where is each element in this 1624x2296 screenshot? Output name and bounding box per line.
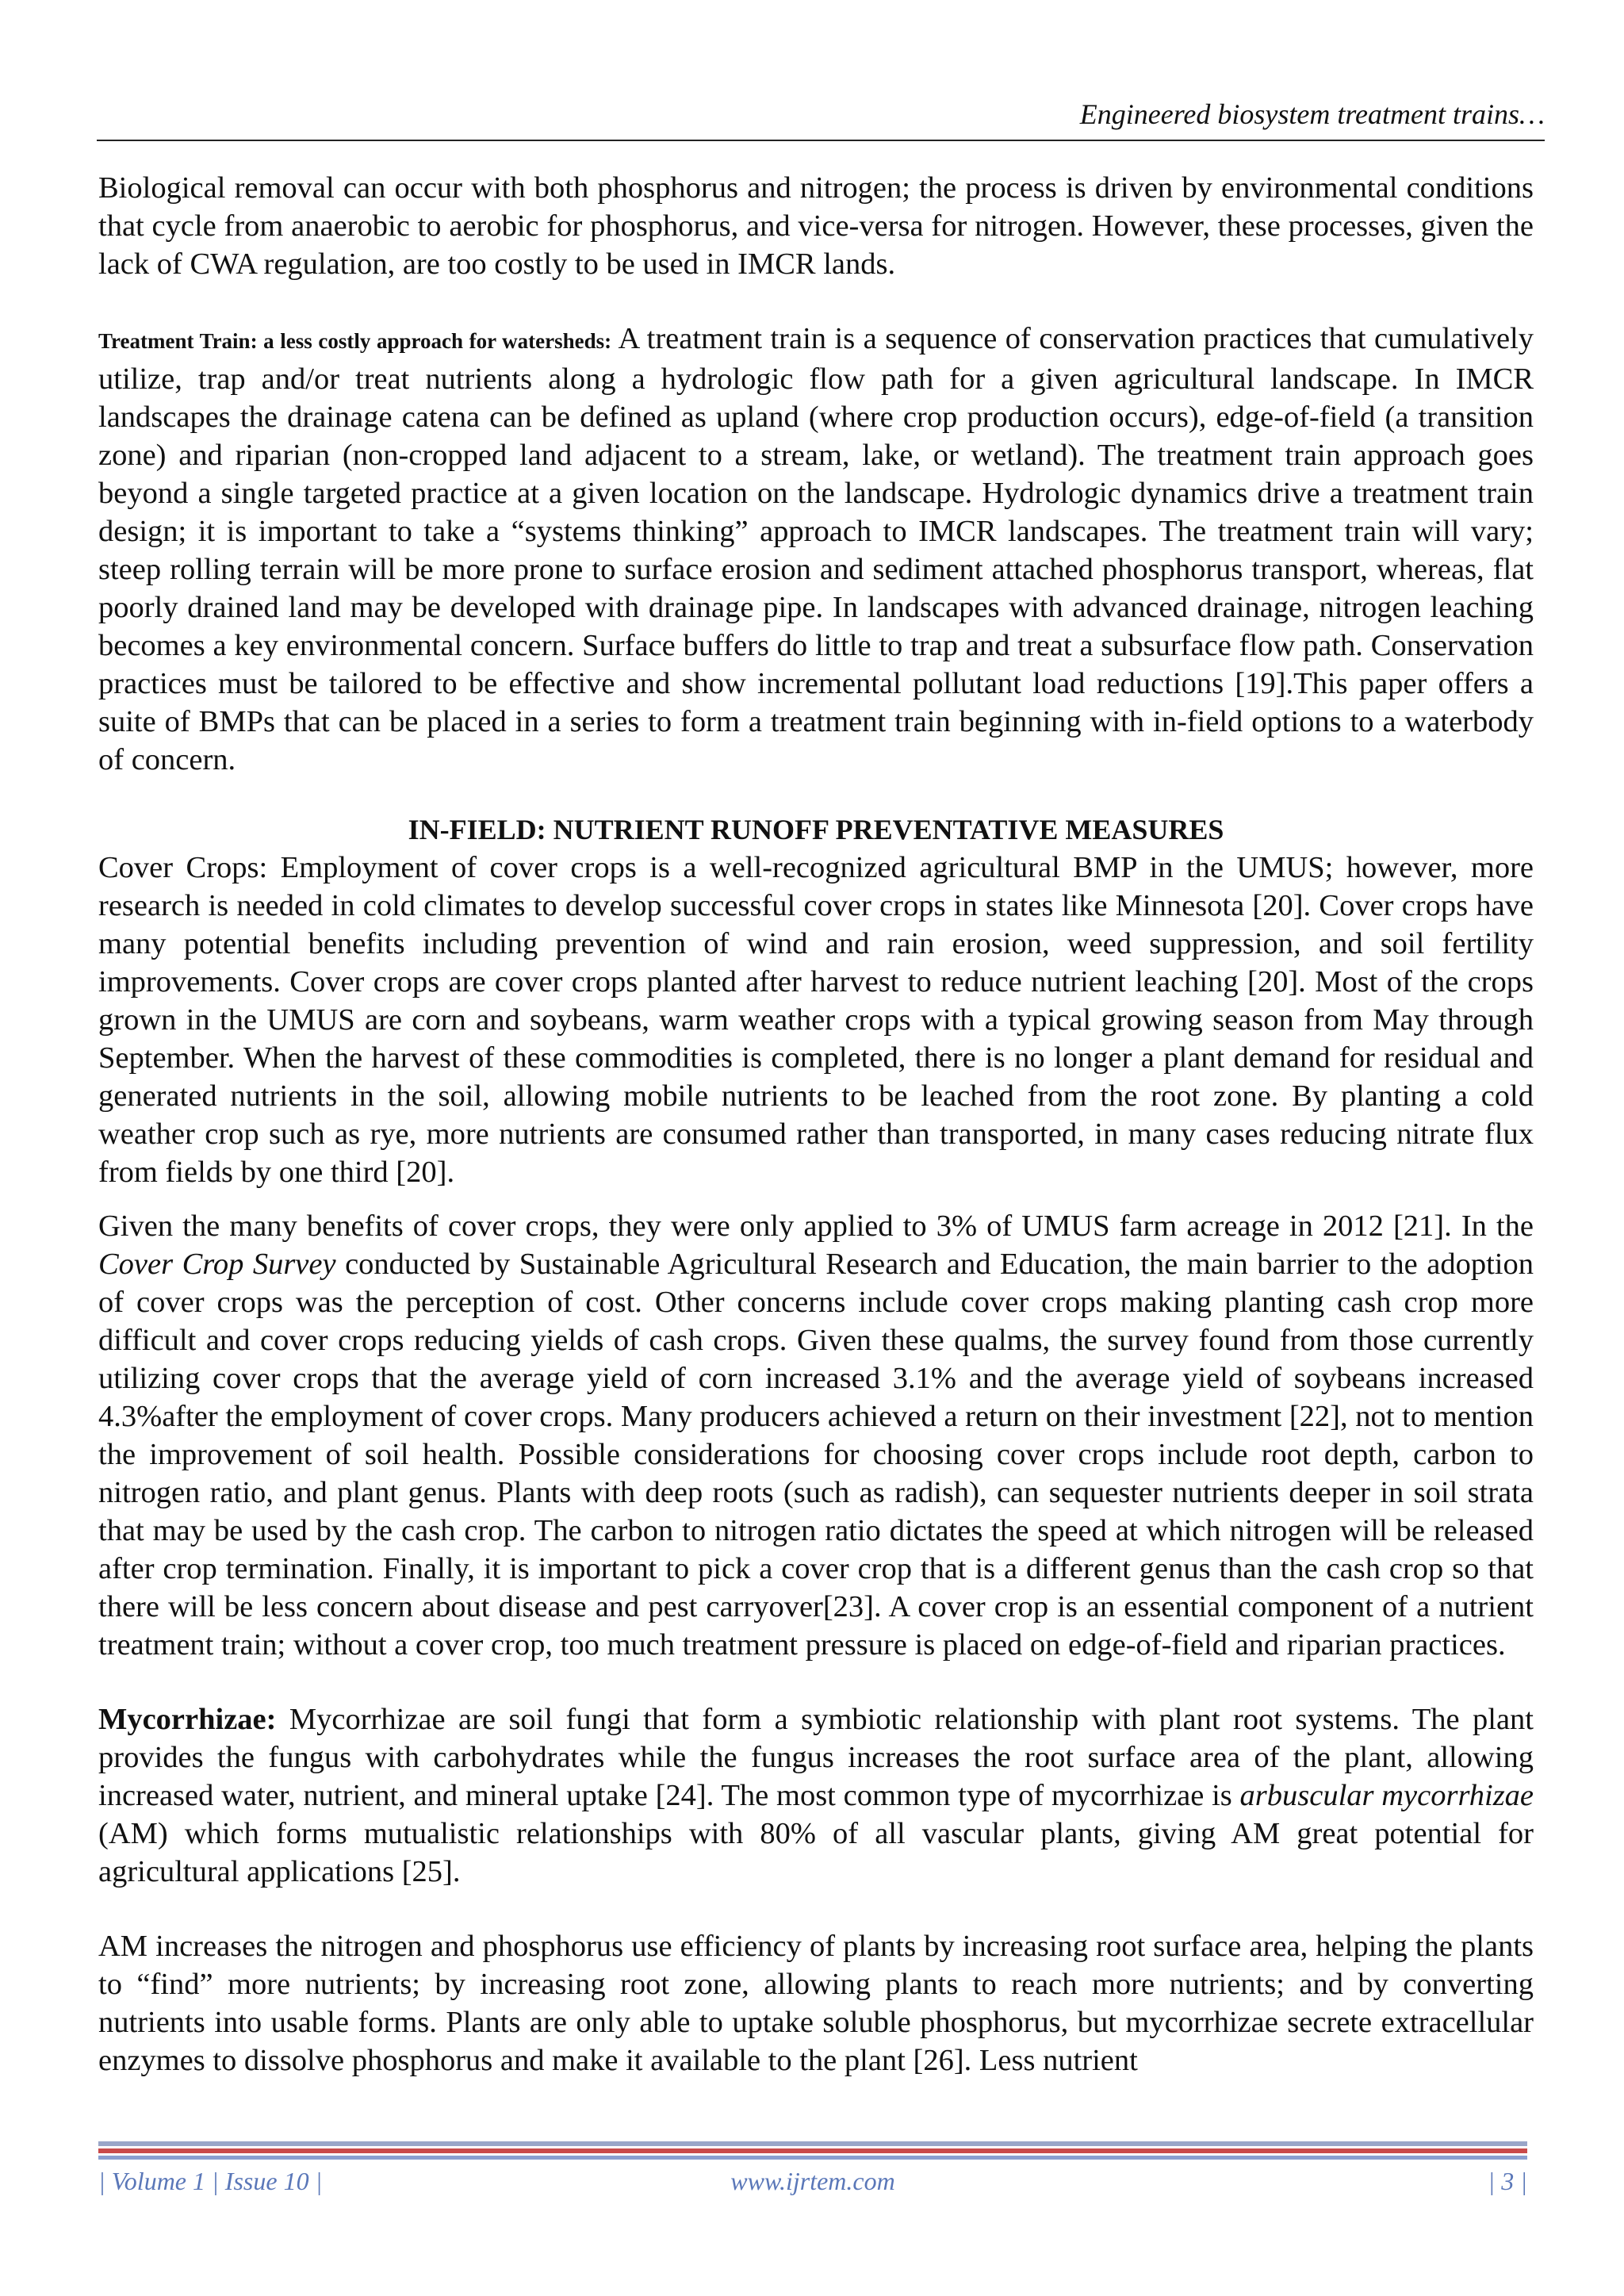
footer-rule-top	[98, 2141, 1527, 2146]
paragraph-am-efficiency: AM increases the nitrogen and phosphorus use efficiency of plants by increasing root surface area, helping the plants to “find” more nutrients; by increasing root zone, allowing plants to reach more nutrients; and by converting nutrients into usable forms. Plants are only able to uptake soluble phosphorus, but mycorrhizae secrete extracellular enzymes to dissolve phosphorus and make it available to the plant [26]. Less nutrient	[98, 1930, 1534, 2077]
paragraph-mycorrhizae	[98, 1700, 1534, 1891]
paragraph-cover-crops: Cover Crops: Employment of cover crops is a well-recognized agricultural BMP in the UMUS; however, more research is needed in cold climates to develop successful cover crops in states like Minnesota [20]. Cover crops have many potential benefits including prevention of wind and rain erosion, weed suppression, and soil fertility improvements. Cover crops are cover crops planted after harvest to reduce nutrient leaching [20]. Most of the crops grown in the UMUS are corn and soybeans, warm weather crops with a typical growing season from May through September. When the harvest of these commodities is completed, there is no longer a plant demand for residual and generated nutrients in the soil, allowing mobile nutrients to be leached from the root zone. By planting a cold weather crop such as rye, more nutrients are consumed rather than transported, in many cases reducing nitrate flux from fields by one third [20].	[98, 851, 1534, 1189]
running-title: Engineered biosystem treatment trains…	[1079, 98, 1545, 130]
benefits-text-2: conducted by Sustainable Agricultural Research and Education, the main barrier to the adoption of cover crops was the perception of cost. Other concerns include cover crops making planting cash crop more difficult and cover crops reducing yields of cash crops. Given these qualms, the survey found from those currently utilizing cover crops that the average yield of corn increased 3.1% and the average yield of soybeans increased 4.3%after the employment of cover crops. Many producers achieved a return on their investment [22], not to mention the improvement of soil health. Possible considerations for choosing cover crops include root depth, carbon to nitrogen ratio, and plant genus. Plants with deep roots (such as radish), can sequester nutrients deeper in soil strata that may be used by the cash crop. The carbon to nitrogen ratio dictates the speed at which nitrogen will be released after crop termination. Finally, it is important to pick a cover crop that is a different genus than the cash crop so that there will be less concern about disease and pest carryover[23]. A cover crop is an essential component of a nutrient treatment train; without a cover crop, too much treatment pressure is placed on edge-of-field and riparian practices.	[98, 1248, 1534, 1662]
arbuscular-mycorrhizae-term: arbuscular mycorrhizae	[1239, 1779, 1534, 1812]
footer-rule-bottom	[98, 2156, 1527, 2160]
cover-crop-survey-title: Cover Crop Survey	[98, 1248, 336, 1281]
footer-page-number: | 3 |	[1488, 2167, 1527, 2195]
benefits-text-1: Given the many benefits of cover crops, they were only applied to 3% of UMUS farm acreage in 2012 [21]. In the	[98, 1209, 1534, 1243]
running-header	[97, 95, 1545, 141]
paragraph-treatment-train	[98, 320, 1534, 779]
treatment-train-text: A treatment train is a sequence of conservation practices that cumulatively utilize, trap and/or treat nutrients along a hydrologic flow path for a given agricultural landscape. In IMCR landscapes the drainage catena can be defined as upland (where crop production occurs), edge-of-field (a transition zone) and riparian (non-cropped land adjacent to a stream, lake, or wetland). The treatment train approach goes beyond a single targeted practice at a given location on the landscape. Hydrologic dynamics drive a treatment train design; it is important to take a “systems thinking” approach to IMCR landscapes. The treatment train will vary; steep rolling terrain will be more prone to surface erosion and sediment attached phosphorus transport, whereas, flat poorly drained land may be developed with drainage pipe. In landscapes with advanced drainage, nitrogen leaching becomes a key environmental concern. Surface buffers do little to trap and treat a subsurface flow path. Conservation practices must be tailored to be effective and show incremental pollutant load reductions [19].This paper offers a suite of BMPs that can be placed in a series to form a treatment train beginning with in-field options to a waterbody of concern.	[98, 322, 1534, 776]
footer-rule	[98, 2141, 1527, 2160]
mycorrhizae-text-2: (AM) which forms mutualistic relationships with 80% of all vascular plants, giving AM great potential for agricultural applications [25].	[98, 1817, 1534, 1888]
section-heading: IN-FIELD: NUTRIENT RUNOFF PREVENTATIVE MEASURES	[408, 814, 1224, 845]
paragraph-biological-removal: Biological removal can occur with both phosphorus and nitrogen; the process is driven by environmental conditions that cycle from anaerobic to aerobic for phosphorus, and vice-versa for nitrogen. However, these processes, given the lack of CWA regulation, are too costly to be used in IMCR lands.	[98, 171, 1534, 281]
mycorrhizae-text-1: Mycorrhizae are soil fungi that form a symbiotic relationship with plant root systems. The plant provides the fungus with carbohydrates while the fungus increases the root surface area of the plant, allowing increased water, nutrient, and mineral uptake [24]. The most common type of mycorrhizae is	[98, 1703, 1534, 1812]
page-footer	[98, 2164, 1527, 2198]
footer-website: www.ijrtem.com	[730, 2167, 895, 2195]
footer-volume-issue: | Volume 1 | Issue 10 |	[98, 2167, 323, 2195]
article-body	[98, 169, 1534, 2079]
paragraph-cover-crop-benefits	[98, 1207, 1534, 1664]
mycorrhizae-heading: Mycorrhizae:	[98, 1703, 277, 1736]
treatment-train-heading: Treatment Train: a less costly approach for watersheds:	[98, 329, 612, 353]
footer-rule-middle	[98, 2148, 1527, 2153]
